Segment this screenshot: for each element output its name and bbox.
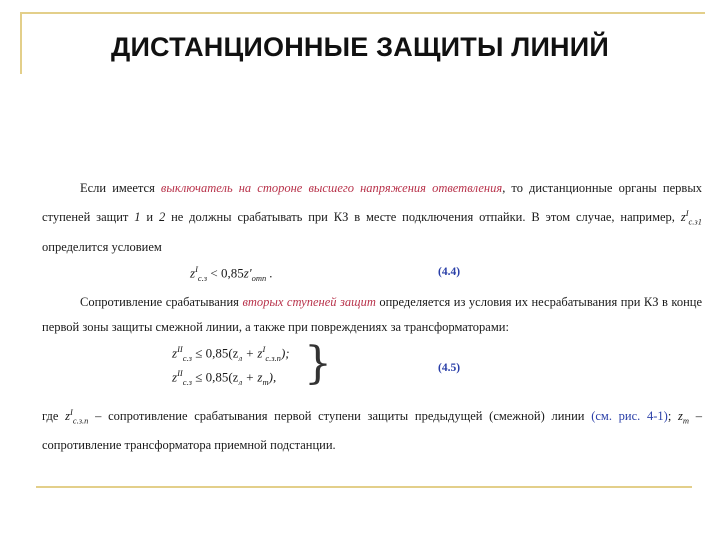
- p1-protection-2: 2: [158, 210, 166, 225]
- p3-text-d: – сопротивление трансформатора приемной подстанции.: [42, 408, 702, 453]
- equation-number-4-4: (4.4): [438, 265, 461, 278]
- p2-text-b: определяется из условия их несрабатывания при КЗ в конце первой зоны защиты смежной линии, а также при повреждениях за трансформаторами:: [42, 294, 703, 334]
- equation-4-5: [42, 337, 702, 400]
- equation-4-5-line-1: $z^{II}_{c.з} \le 0,85(z_л + z^I_{c.з.п})$;: [172, 343, 290, 363]
- slide-title: ДИСТАНЦИОННЫЕ ЗАЩИТЫ ЛИНИЙ: [111, 32, 609, 62]
- document-body: [42, 176, 702, 458]
- p3-text-c: ;: [667, 408, 678, 423]
- p1-variable: $z^I_{c.з1}$: [680, 208, 702, 227]
- p3-text-b: – сопротивление срабатывания первой ступени защиты предыдущей (смежной) линии: [88, 408, 592, 423]
- equation-4-4: [42, 260, 702, 290]
- p1-text-d: определится условием: [42, 239, 162, 254]
- paragraph-2: [42, 290, 702, 340]
- p3-variable-2: $z_т$: [678, 408, 690, 426]
- p1-protection-1: 1: [134, 210, 141, 225]
- paragraph-1: [42, 176, 702, 260]
- equation-number-4-5: (4.5): [438, 361, 461, 374]
- figure-reference-link[interactable]: (см. рис. 4-1): [591, 408, 668, 423]
- p2-highlight: вторых ступеней защит: [242, 294, 376, 309]
- p1-highlight: выключатель на стороне высшего напряжения ответвления: [160, 181, 503, 195]
- p1-text-c: не должны срабатывать при КЗ в месте подключения отпайки. В этом случае, например,: [165, 210, 681, 225]
- p3-variable: $z^I_{c.з.п}$: [65, 406, 89, 426]
- equation-4-4-formula: $z^I_{c.з} < 0,85z'_{отп}$ .: [190, 263, 273, 283]
- p1-and: и: [140, 210, 159, 225]
- equation-4-5-line-2: $z^{II}_{c.з} \le 0,85(z_л + z_т)$,: [172, 367, 277, 387]
- p3-text-a: где: [42, 408, 66, 423]
- frame-top-line: [20, 12, 705, 14]
- p2-text-a: Сопротивление срабатывания: [80, 294, 243, 309]
- paragraph-3: [42, 400, 702, 459]
- frame-bottom-line: [36, 486, 692, 488]
- system-brace: }: [304, 337, 332, 389]
- p1-text-b: , то дистанционные органы первых ступеней защит: [42, 181, 702, 225]
- p1-text-a: Если имеется: [80, 181, 161, 195]
